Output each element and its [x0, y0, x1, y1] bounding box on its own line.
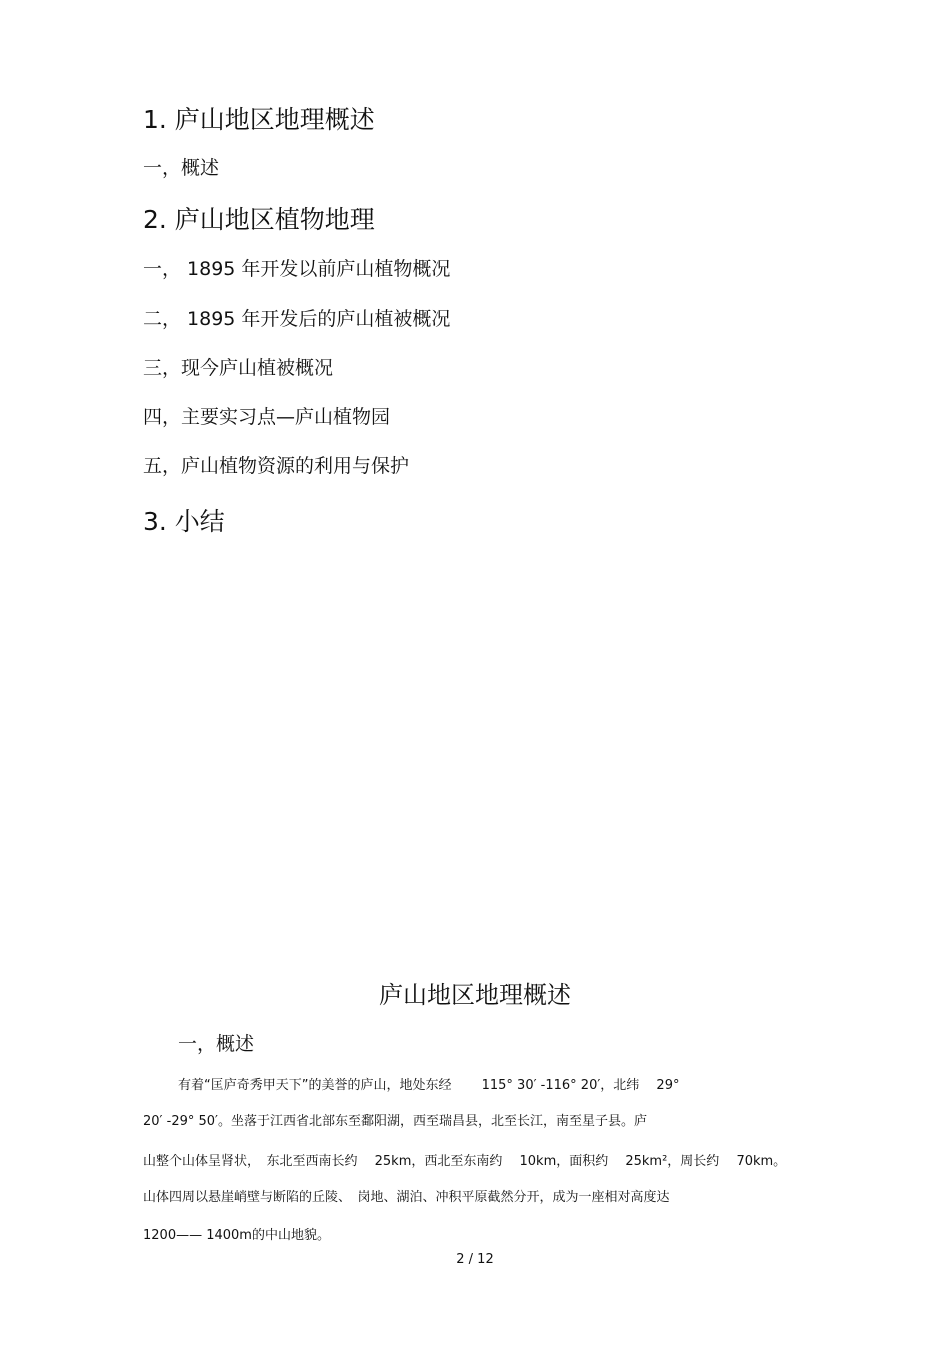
body-line: 山整个山体呈肾状， 东北至西南长约 25km，西北至东南约 10km，面积约 25km²，周长约 70km。 — [143, 1154, 787, 1169]
body-line: 山体四周以悬崖峭壁与断陷的丘陵、 岗地、湖泊、冲积平原截然分开，成为一座相对高度达 — [143, 1190, 670, 1205]
body-line: 1200—— 1400m的中山地貌。 — [143, 1228, 330, 1243]
toc-subitem: 一， 1895 年开发以前庐山植物概况 — [143, 258, 451, 280]
page-number: 2 / 12 — [456, 1252, 494, 1267]
body-line: 20′ -29° 50′。坐落于江西省北部东至鄱阳湖，西至瑞昌县，北至长江，南至星子县。庐 — [143, 1114, 647, 1129]
toc-subitem: 二， 1895 年开发后的庐山植被概况 — [143, 308, 451, 330]
section-subtitle: 一，概述 — [178, 1033, 255, 1055]
toc-heading-1: 1. 庐山地区地理概述 — [143, 105, 375, 134]
toc-subitem: 三，现今庐山植被概况 — [143, 357, 334, 379]
toc-subitem: 一，概述 — [143, 157, 220, 179]
body-line: 有着“匡庐奇秀甲天下”的美誉的庐山，地处东经 115° 30′ -116° 20′，北纬 29° — [178, 1078, 680, 1093]
toc-heading-3: 3. 小结 — [143, 507, 225, 536]
toc-subitem: 五，庐山植物资源的利用与保护 — [143, 455, 410, 477]
toc-heading-2: 2. 庐山地区植物地理 — [143, 205, 375, 234]
section-title: 庐山地区地理概述 — [379, 981, 571, 1009]
toc-subitem: 四，主要实习点—庐山植物园 — [143, 406, 391, 428]
